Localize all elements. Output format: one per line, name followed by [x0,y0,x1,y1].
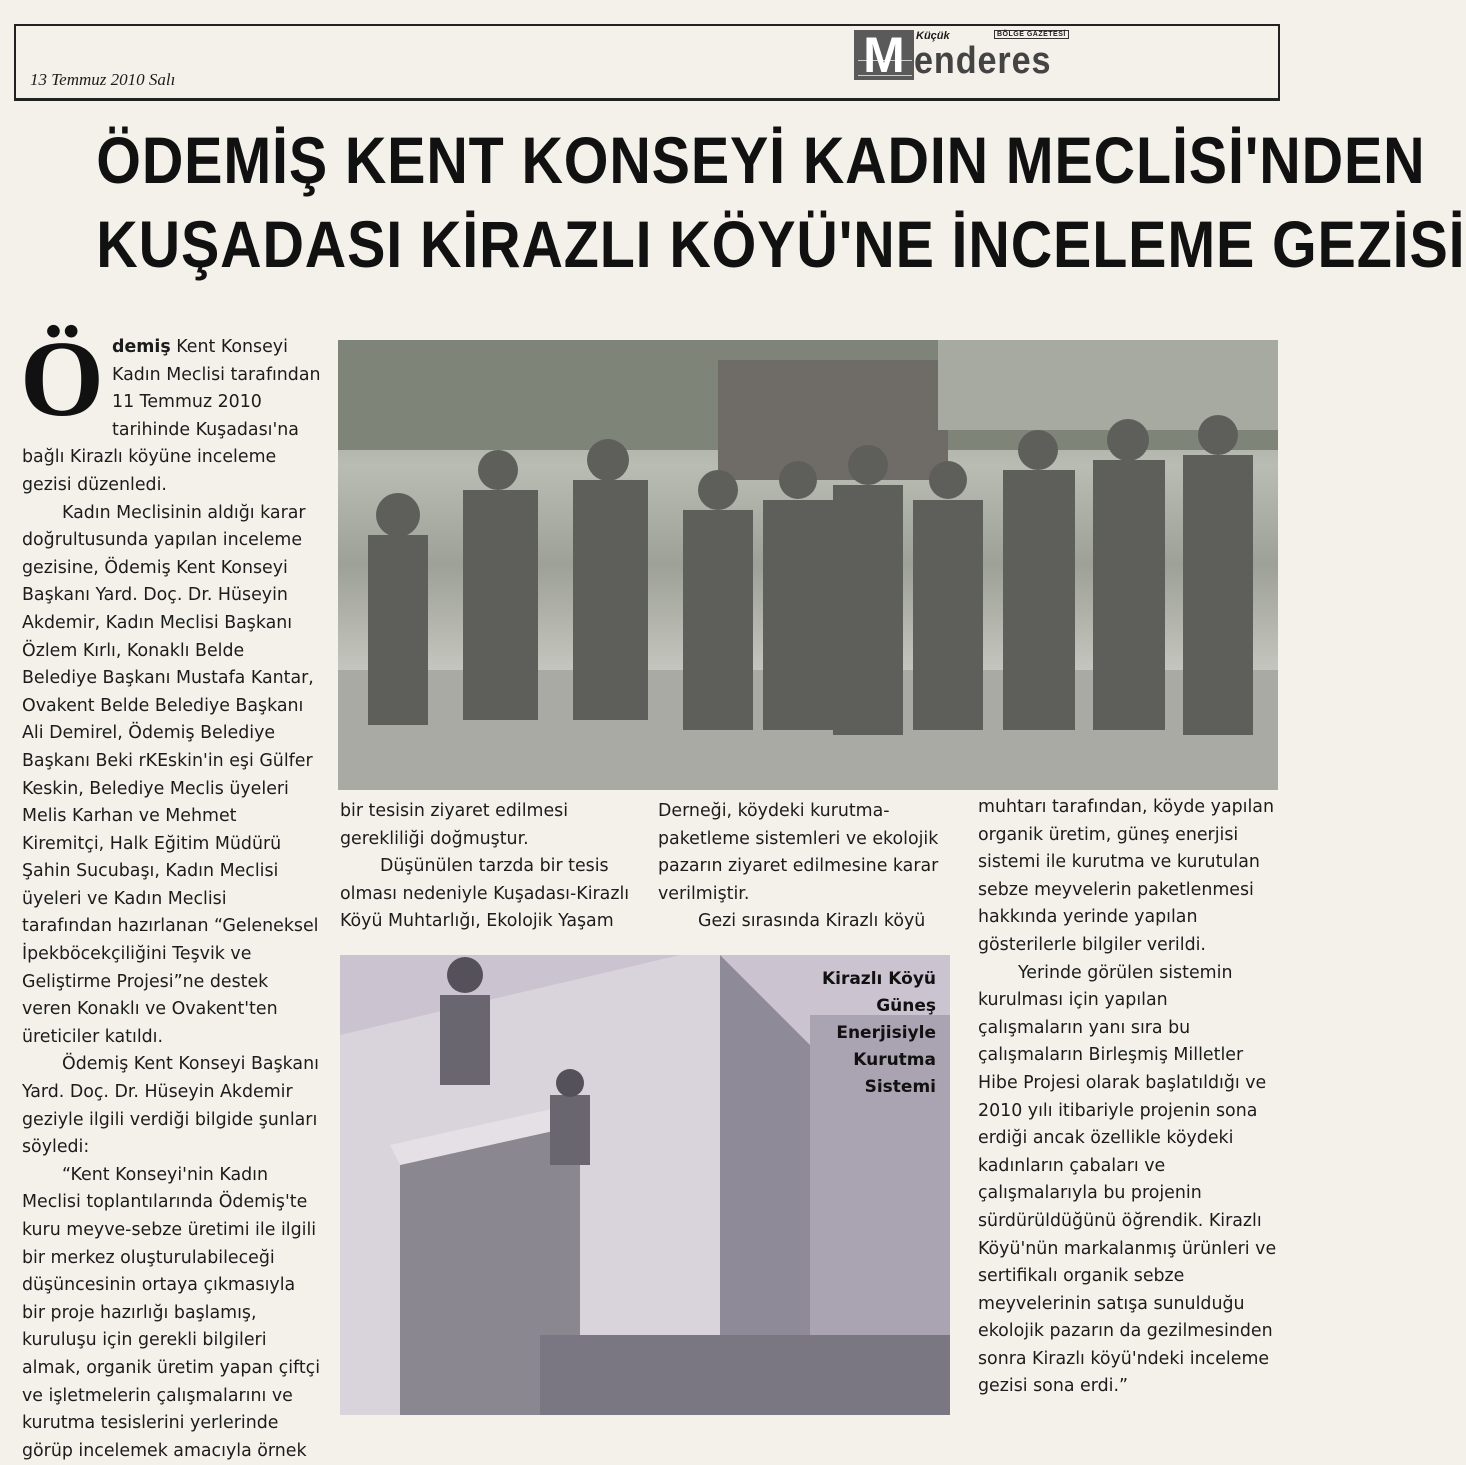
paragraph-col4-continued: muhtarı tarafından, köyde yapılan organik üretim, güneş enerjisi sistemi ile kurutma ve kurutulan sebze meyvelerin paketlenmesi hakkında yerinde yapılan gösterilerle bilgiler verildi. [978,797,1274,955]
article-column-4 [978,794,1278,1401]
paragraph-col3-visit: Gezi sırasında Kirazlı köyü [698,911,926,932]
group-photo-illustration [338,340,1278,790]
drop-cap: Ö [20,320,105,439]
paragraph-participants: Kadın Meclisinin aldığı karar doğrultusunda yapılan inceleme gezisine, Ödemiş Kent Konseyi Başkanı Yard. Doç. Dr. Hüseyin Akdemir, Kadın Meclisi Başkanı Özlem Kırlı, Konaklı Belde Belediye Başkanı Mustafa Kantar, Ovakent Belde Belediye Başkanı Ali Demirel, Ödemiş Belediye Başkanı Beki rKEskin'in eşi Gülfer Keskin, Belediye Meclis üyeleri Melis Karhan ve Mehmet Kiremitçi, Halk Eğitim Müdürü Şahin Sucubaşı, Kadın Meclisi üyeleri ve Kadın Meclisi tarafından hazırlanan “Geleneksel İpekböcekçiliğini Teşvik ve Geliştirme Projesi”ne destek veren Konaklı ve Ovakent'ten üreticiler katıldı. [22,502,319,1047]
lead-bold-word: demiş [112,337,171,357]
lead-paragraph [20,320,322,500]
paragraph-col2-continued: bir tesisin ziyaret edilmesi gerekliliği doğmuştur. [340,801,569,849]
article-column-1 [20,320,322,1465]
headline-line-1: ÖDEMİŞ KENT KONSEYİ KADIN MECLİSİ'NDEN [96,123,1426,197]
paragraph-col2-facility: Düşünülen tarzda bir tesis olması nedeniyle Kuşadası-Kirazlı Köyü Muhtarlığı, Ekolojik Yaşam [340,856,630,932]
paragraph-col4-closing: Yerinde görülen sistemin kurulması için yapılan çalışmaların yanı sıra bu çalışmaların Birleşmiş Milletler Hibe Projesi olarak başlatıldığı ve 2010 yılı itibariyle projenin sona erdiği ancak özellikle köydeki kadınların çabaları ve çalışmalarıyla bu projenin sürdürüldüğünü öğrendik. Kirazlı Köyü'nün markalanmış ürünleri ve sertifikalı organik sebze meyvelerinin satışa sunulduğu ekolojik pazarın da gezilmesinden sonra Kirazlı köyü'ndeki inceleme gezisi sona erdi.” [978,962,1277,1397]
paragraph-quote-start: “Kent Konseyi'nin Kadın Meclisi toplantılarında Ödemiş'te kuru meyve-sebze üretimi ile ilgili bir merkez oluşturulabileceği düşüncesinin ortaya çıkmasıyla bir proje hazırlığı başlamış, kuruluşu için gerekli bilgileri almak, organik üretim yapan çiftçi ve işletmelerin çalışmalarını ve kurutma tesislerini yerlerinde görüp incelemek amacıyla örnek [22,1164,321,1461]
header-rule-bottom [14,98,1280,101]
article-column-3 [658,798,964,936]
paragraph-col3-continued: Derneği, köydeki kurutma-paketleme sistemleri ve ekolojik pazarın ziyaret edilmesine karar verilmiştir. [658,801,939,904]
issue-date: 13 Temmuz 2010 Salı [30,70,176,89]
logo-tag: BÖLGE GAZETESİ [994,30,1069,39]
logo-m-block: M [854,30,914,80]
header-rule-right [1278,24,1280,100]
logo-main-word: enderes [914,40,1052,82]
header-rule-top [14,24,1280,26]
lead-text: Kent Konseyi Kadın Meclisi tarafından 11 Temmuz 2010 tarihinde Kuşadası'na bağlı Kirazlı köyüne inceleme gezisi düzenledi. [22,337,321,495]
headline [14,118,1466,286]
header-rule-left [14,24,16,100]
logo-small-word: Küçük [916,30,950,42]
paragraph-statement-intro: Ödemiş Kent Konseyi Başkanı Yard. Doç. Dr. Hüseyin Akdemir geziyle ilgili verdiği bilgide şunları söyledi: [22,1054,319,1158]
newspaper-logo [854,28,1072,84]
logo-map-ribbon [858,60,912,76]
group-photo [338,340,1278,790]
article-column-2 [340,798,642,936]
photo-caption: Kirazlı Köyü Güneş Enerjisiyle Kurutma Sistemi [821,969,936,1097]
headline-line-2: KUŞADASI KİRAZLI KÖYÜ'NE İNCELEME GEZİSİ [96,207,1466,281]
